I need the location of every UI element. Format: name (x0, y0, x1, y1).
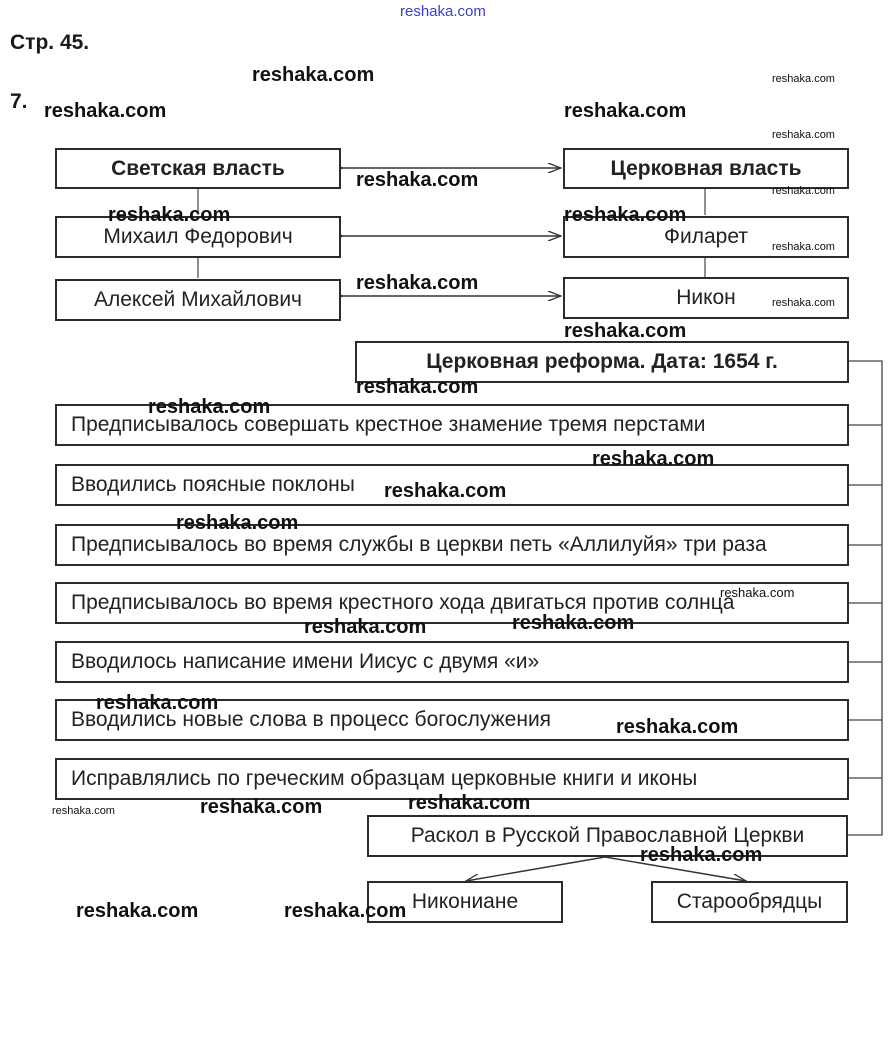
reform-item: Вводилось написание имени Иисус с двумя «и» (55, 641, 849, 683)
watermark: reshaka.com (384, 480, 507, 502)
old-believers-box: Старообрядцы (651, 881, 848, 923)
reform-item: Исправлялись по греческим образцам церковные книги и иконы (55, 758, 849, 800)
watermark: reshaka.com (356, 169, 479, 191)
watermark: reshaka.com (616, 716, 739, 738)
watermark: reshaka.com (772, 129, 835, 141)
watermark: reshaka.com (564, 320, 687, 342)
reform-title-box: Церковная реформа. Дата: 1654 г. (355, 341, 849, 383)
watermark: reshaka.com (772, 73, 835, 85)
task-number: 7. (10, 90, 28, 113)
watermark: reshaka.com (408, 792, 531, 814)
secular-ruler-box: Михаил Федорович (55, 216, 341, 258)
watermark: reshaka.com (148, 396, 271, 418)
secular-power-box: Светская власть (55, 148, 341, 189)
watermark: reshaka.com (356, 376, 479, 398)
watermark: reshaka.com (512, 612, 635, 634)
watermark: reshaka.com (564, 204, 687, 226)
watermark: reshaka.com (772, 297, 835, 309)
reform-bracket (848, 361, 882, 835)
watermark: reshaka.com (304, 616, 427, 638)
watermark: reshaka.com (720, 585, 795, 600)
watermark: reshaka.com (564, 100, 687, 122)
nikonians-box: Никониане (367, 881, 563, 923)
schism-arrow-left (466, 857, 605, 881)
page-number: Стр. 45. (10, 31, 90, 54)
church-ruler-box: Никон (563, 277, 849, 319)
secular-ruler-box: Алексей Михайлович (55, 279, 341, 321)
watermark: reshaka.com (772, 241, 835, 253)
watermark: reshaka.com (284, 900, 407, 922)
watermark: reshaka.com (44, 100, 167, 122)
site-watermark-top: reshaka.com (400, 3, 486, 20)
watermark: reshaka.com (176, 512, 299, 534)
schism-box: Раскол в Русской Православной Церкви (367, 815, 848, 857)
watermark: reshaka.com (592, 448, 715, 470)
reform-item: Предписывалось во время службы в церкви петь «Аллилуйя» три раза (55, 524, 849, 566)
watermark: reshaka.com (252, 64, 375, 86)
church-power-box: Церковная власть (563, 148, 849, 189)
watermark: reshaka.com (772, 185, 835, 197)
watermark: reshaka.com (108, 204, 231, 226)
watermark: reshaka.com (356, 272, 479, 294)
reform-item: Предписывалось во время крестного хода двигаться против солнца (55, 582, 849, 624)
watermark: reshaka.com (96, 692, 219, 714)
watermark: reshaka.com (76, 900, 199, 922)
watermark: reshaka.com (640, 844, 763, 866)
reform-item: Предписывалось совершать крестное знамение тремя перстами (55, 404, 849, 446)
watermark: reshaka.com (200, 796, 323, 818)
reform-item: Вводились поясные поклоны (55, 464, 849, 506)
church-ruler-box: Филарет (563, 216, 849, 258)
reform-item: Вводились новые слова в процесс богослужения (55, 699, 849, 741)
watermark: reshaka.com (52, 805, 115, 817)
